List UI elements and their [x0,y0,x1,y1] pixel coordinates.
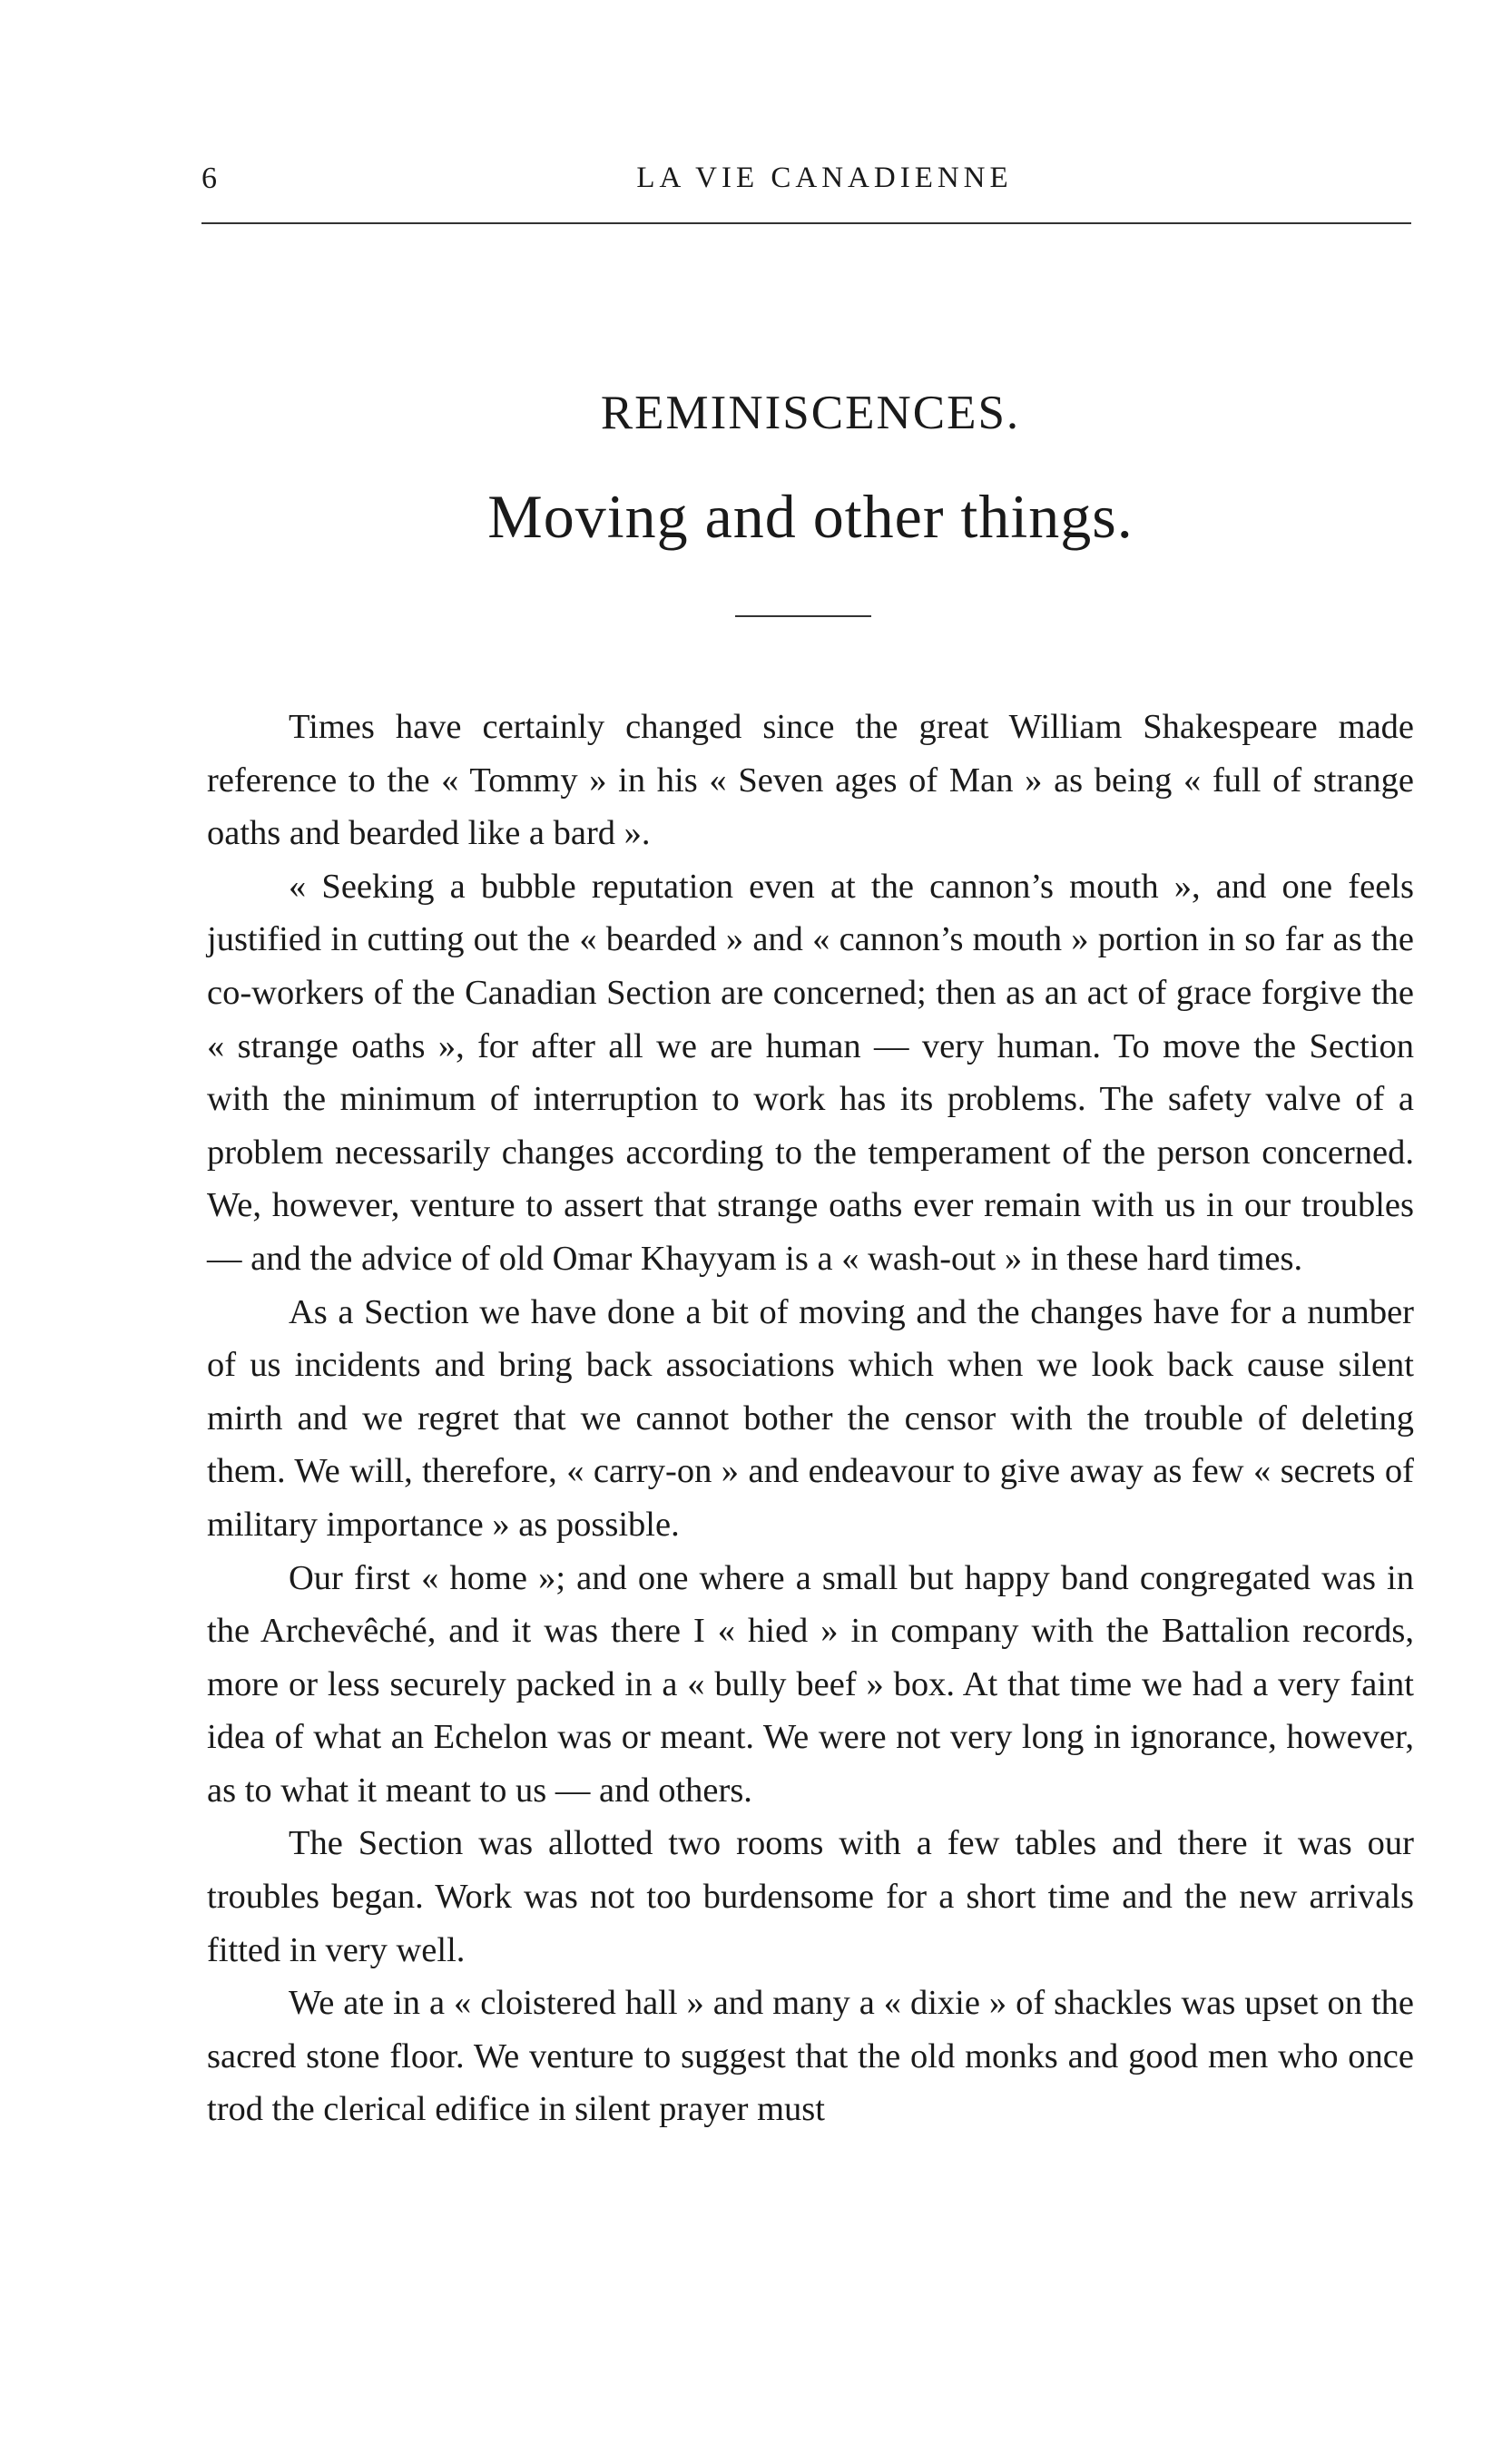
paragraph: Times have certainly changed since the great William Shakespeare made reference to the « Tommy » in his « Seven ages of Man » as being « full of strange oaths and bearded like a bard ». [207,708,1414,853]
running-head [201,162,1411,207]
article-body [207,701,1414,2136]
article-title: Moving and other things. [487,482,1134,551]
page-number: 6 [201,162,218,195]
paragraph: « Seeking a bubble reputation even at the cannon’s mouth », and one feels justified in cutting out the « bearded » and « cannon’s mouth » portion in so far as the co-workers of the Canadian Section are concerned; then as an act of grace forgive the « strange oaths », for after all we are human — very human. To move the Section with the minimum of interruption to work has its problems. The safety valve of a problem necessarily changes according to the temperament of the person concerned. We, however, venture to assert that strange oaths ever remain with us in our troubles — and the advice of old Omar Khayyam is a « wash-out » in these hard times. [207,867,1414,1278]
paragraph: Our first « home »; and one where a small but happy band congregated was in the Archevêché, and it was there I « hied » in company with the Battalion records, more or less securely packed in a « bully beef » box. At that time we had a very faint idea of what an Echelon was or meant. We were not very long in ignorance, however, as to what it meant to us — and others. [207,1558,1414,1810]
section-title: REMINISCENCES. [600,387,1021,439]
paragraph: The Section was allotted two rooms with a few tables and there it was our troubles began. Work was not too burdensome for a short time and the new arrivals fitted in very well. [207,1824,1414,1969]
title-divider [735,615,871,617]
header-rule [201,222,1411,224]
paragraph: As a Section we have done a bit of moving and the changes have for a number of us incidents and bring back associations which when we look back cause silent mirth and we regret that we cannot bother the censor with the trouble of deleting them. We will, therefore, « carry-on » and endeavour to give away as few « secrets of military importance » as possible. [207,1292,1414,1544]
running-title: LA VIE CANADIENNE [636,162,1013,194]
paragraph: We ate in a « cloistered hall » and many a « dixie » of shackles was upset on the sacred stone floor. We venture to suggest that the old monks and good men who once trod the clerical edifice in silent prayer must [207,1984,1414,2129]
